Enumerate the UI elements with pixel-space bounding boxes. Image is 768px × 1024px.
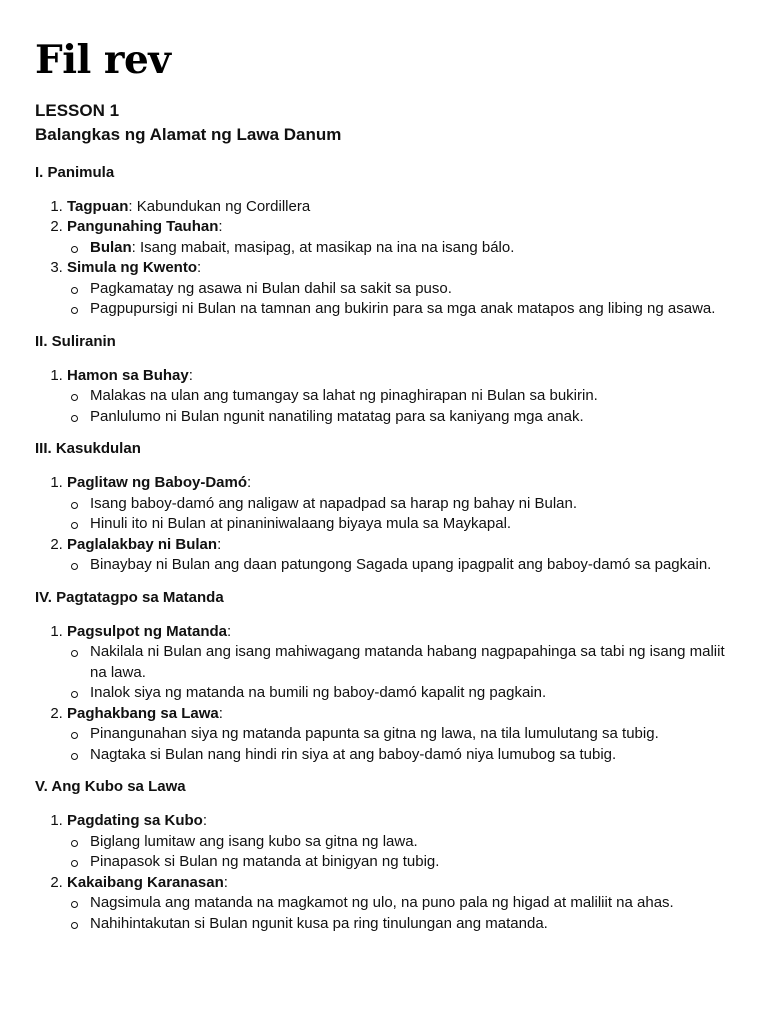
sub-item-text: Nagsimula ang matanda na magkamot ng ulo, na puno pala ng higad at maliliit na ahas. [90, 894, 674, 912]
bullet-list [67, 386, 738, 427]
sub-item-text: Biglang lumitaw ang isang kubo sa gitna ng lawa. [90, 832, 418, 850]
list-item [67, 473, 738, 535]
bullet-list [67, 724, 738, 765]
item-text: : Kabundukan ng Cordillera [128, 197, 311, 215]
item-text: : [223, 873, 228, 891]
sub-item-text: Isang baboy-damó ang naligaw at napadpad sa harap ng bahay ni Bulan. [90, 494, 578, 512]
sub-item-text: Hinuli ito ni Bulan at pinaniniwalaang biyaya mula sa Maykapal. [90, 515, 512, 533]
outline-sections [35, 163, 738, 935]
section-heading: II. Suliranin [35, 332, 116, 350]
item-label: Tagpuan [67, 197, 129, 215]
numbered-list [35, 473, 738, 576]
sub-item [67, 555, 738, 576]
numbered-list [35, 366, 738, 428]
sub-item-text: Malakas na ulan ang tumangay sa lahat ng pinaghirapan ni Bulan sa bukirin. [90, 387, 598, 405]
item-text: : [218, 704, 223, 722]
item-label: Pangunahing Tauhan [67, 218, 219, 236]
item-label: Paghakbang sa Lawa [67, 704, 219, 722]
item-label: Pagdating sa Kubo [67, 812, 203, 830]
sub-item-text: Pinapasok si Bulan ng matanda at binigyan ng tubig. [90, 853, 440, 871]
bullet-list [67, 238, 738, 259]
sub-item-label: Bulan [90, 238, 132, 256]
sub-item-text: Inalok siya ng matanda na bumili ng baboy-damó kapalit ng pagkain. [90, 684, 547, 702]
sub-item-text: Nakilala ni Bulan ang isang mahiwagang matanda habang nagpapahinga sa tabi ng isang maliit na lawa. [90, 643, 725, 681]
lesson-label: LESSON 1 [35, 100, 120, 120]
bullet-list [67, 642, 738, 704]
list-item [67, 535, 738, 576]
item-text: : [218, 218, 223, 236]
sub-item-text: : Isang mabait, masipag, at masikap na ina na isang bálo. [131, 238, 515, 256]
sub-item [67, 494, 738, 515]
section-heading: III. Kasukdulan [35, 440, 141, 458]
section-heading: V. Ang Kubo sa Lawa [35, 778, 186, 796]
sub-item-text: Panlulumo ni Bulan ngunit nanatiling matatag para sa kaniyang mga anak. [90, 407, 584, 425]
bullet-list [67, 555, 738, 576]
sub-item [67, 852, 738, 873]
sub-item-text: Nagtaka si Bulan nang hindi rin siya at ang baboy-damó niya lumubog sa tubig. [90, 745, 617, 763]
list-item [67, 366, 738, 428]
lesson-subtitle: Balangkas ng Alamat ng Lawa Danum [35, 124, 342, 144]
sub-item [67, 832, 738, 853]
section-heading: I. Panimula [35, 163, 115, 181]
sub-item [67, 914, 738, 935]
sub-item [67, 407, 738, 428]
list-item [67, 217, 738, 258]
list-item [67, 704, 738, 766]
item-label: Simula ng Kwento [67, 259, 198, 277]
sub-item [67, 745, 738, 766]
sub-item-text: Pagkamatay ng asawa ni Bulan dahil sa sakit sa puso. [90, 279, 452, 297]
bullet-list [67, 279, 738, 320]
sub-item [67, 299, 738, 320]
section-heading: IV. Pagtatagpo sa Matanda [35, 588, 224, 606]
list-item [67, 197, 738, 218]
document-title: Fil rev [35, 37, 171, 83]
sub-item [67, 279, 738, 300]
item-label: Pagsulpot ng Matanda [67, 622, 228, 640]
sub-item-text: Pagpupursigi ni Bulan na tamnan ang bukirin para sa mga anak matapos ang libing ng asawa. [90, 300, 716, 318]
item-text: : [247, 474, 252, 492]
sub-item [67, 386, 738, 407]
item-text: : [202, 812, 208, 830]
item-label: Paglitaw ng Baboy-Damó [67, 474, 248, 492]
item-label: Hamon sa Buhay [67, 366, 189, 384]
item-label: Paglalakbay ni Bulan [67, 535, 218, 553]
bullet-list [67, 893, 738, 934]
numbered-list [35, 811, 738, 934]
list-item [67, 873, 738, 935]
sub-item [67, 724, 738, 745]
item-text: : [197, 259, 202, 277]
sub-item-text: Nahihintakutan si Bulan ngunit kusa pa ring tinulungan ang matanda. [90, 914, 548, 932]
sub-item-text: Pinangunahan siya ng matanda papunta sa gitna ng lawa, na tila lumulutang sa tubig. [90, 725, 659, 743]
sub-item-text: Binaybay ni Bulan ang daan patungong Sagada upang ipagpalit ang baboy-damó sa pagkain. [90, 556, 712, 574]
sub-item [67, 238, 738, 259]
list-item [67, 258, 738, 320]
sub-item [67, 683, 738, 704]
numbered-list [35, 197, 738, 320]
bullet-list [67, 494, 738, 535]
sub-item [67, 642, 738, 683]
item-label: Kakaibang Karanasan [67, 873, 224, 891]
list-item [67, 811, 738, 873]
bullet-list [67, 832, 738, 873]
item-text: : [227, 622, 232, 640]
numbered-list [35, 622, 738, 766]
sub-item [67, 893, 738, 914]
item-text: : [217, 535, 222, 553]
list-item [67, 622, 738, 704]
sub-item [67, 514, 738, 535]
item-text: : [188, 366, 193, 384]
